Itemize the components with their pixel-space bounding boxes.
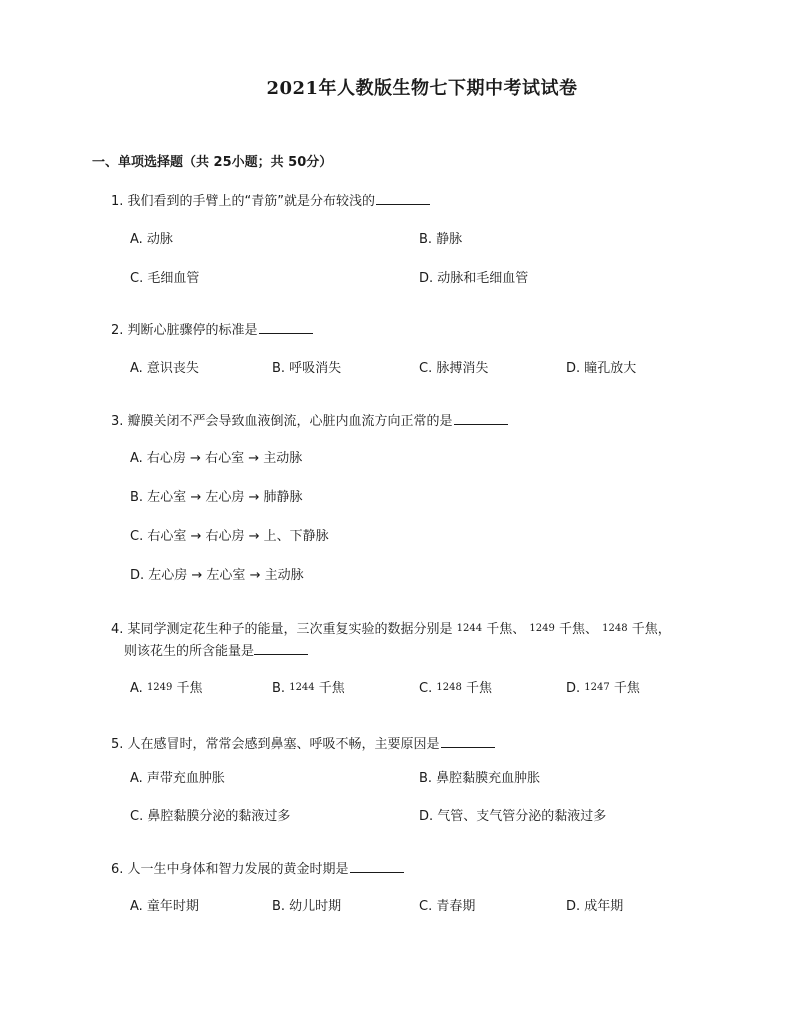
question-1-stem: 1. 我们看到的手臂上的“青筋”就是分布较浅的 (111, 190, 430, 209)
question-4-option-a: A. 1249 千焦 (130, 681, 203, 696)
answer-blank (454, 412, 508, 425)
question-1-option-d: D. 动脉和毛细血管 (419, 271, 529, 286)
question-2-option-b: B. 呼吸消失 (272, 361, 342, 376)
question-2-option-a: A. 意识丧失 (130, 361, 199, 376)
question-4-stem-line2: 则该花生的所含能量是 (124, 640, 308, 659)
question-3-option-c: C. 右心室 → 右心房 → 上、下静脉 (130, 529, 329, 544)
question-3-stem: 3. 瓣膜关闭不严会导致血液倒流，心脏内血流方向正常的是 (111, 410, 508, 429)
answer-blank (441, 735, 495, 748)
question-6-option-d: D. 成年期 (566, 899, 624, 914)
question-4-option-b: B. 1244 千焦 (272, 681, 345, 696)
answer-blank (350, 860, 404, 873)
question-5-stem: 5. 人在感冒时，常常会感到鼻塞、呼吸不畅，主要原因是 (111, 733, 495, 752)
question-5-option-d: D. 气管、支气管分泌的黏液过多 (419, 809, 607, 824)
question-2-stem: 2. 判断心脏骤停的标准是 (111, 319, 313, 338)
question-4-option-d: D. 1247 千焦 (566, 681, 640, 696)
answer-blank (254, 642, 308, 655)
question-5-option-a: A. 声带充血肿胀 (130, 771, 225, 786)
question-5-option-b: B. 鼻腔黏膜充血肿胀 (419, 771, 541, 786)
question-6-option-a: A. 童年时期 (130, 899, 199, 914)
answer-blank (259, 321, 313, 334)
question-1-option-b: B. 静脉 (419, 232, 463, 247)
question-6-option-b: B. 幼儿时期 (272, 899, 342, 914)
exam-title: 2021年人教版生物七下期中考试试卷 (266, 78, 578, 99)
question-4-stem: 4. 某同学测定花生种子的能量，三次重复实验的数据分别是 1244 千焦、 1249 千焦、 1248 千焦， (111, 622, 671, 637)
section-heading: 一、单项选择题（共 25小题；共 50分） (92, 155, 333, 170)
question-2-option-d: D. 瞳孔放大 (566, 361, 637, 376)
answer-blank (376, 192, 430, 205)
question-1-option-c: C. 毛细血管 (130, 271, 200, 286)
question-1-option-a: A. 动脉 (130, 232, 173, 247)
question-6-stem: 6. 人一生中身体和智力发展的黄金时期是 (111, 858, 404, 877)
question-3-option-a: A. 右心房 → 右心室 → 主动脉 (130, 451, 303, 466)
question-4-option-c: C. 1248 千焦 (419, 681, 492, 696)
question-2-option-c: C. 脉搏消失 (419, 361, 489, 376)
question-3-option-d: D. 左心房 → 左心室 → 主动脉 (130, 568, 304, 583)
question-5-option-c: C. 鼻腔黏膜分泌的黏液过多 (130, 809, 291, 824)
question-3-option-b: B. 左心室 → 左心房 → 肺静脉 (130, 490, 303, 505)
question-6-option-c: C. 青春期 (419, 899, 476, 914)
